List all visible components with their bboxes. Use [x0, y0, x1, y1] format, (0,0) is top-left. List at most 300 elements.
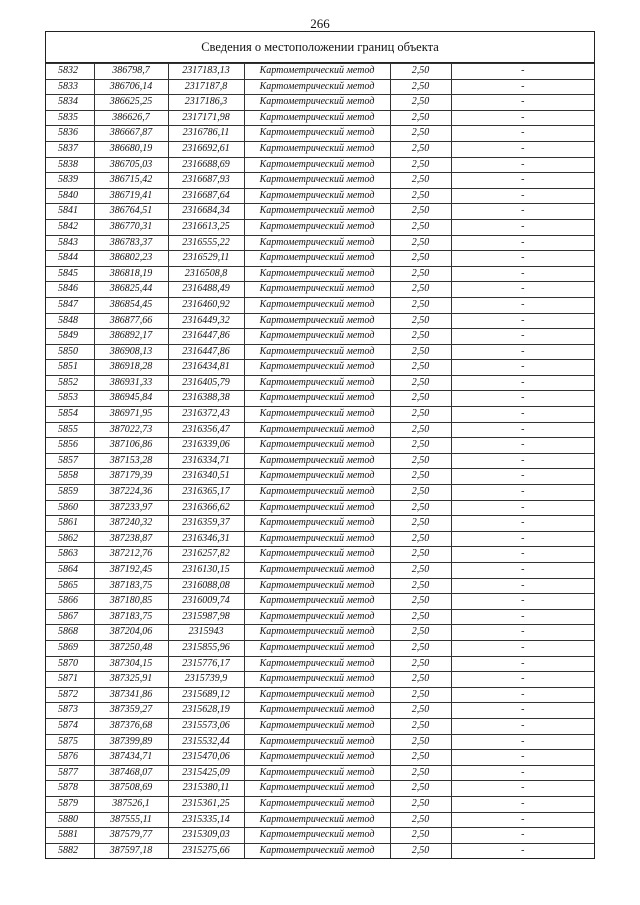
x-coordinate-cell: 387153,28: [94, 453, 168, 469]
extra-cell: -: [451, 765, 594, 781]
method-cell: Картометрический метод: [244, 329, 390, 345]
y-coordinate-cell: 2317171,98: [168, 110, 244, 126]
extra-cell: -: [451, 594, 594, 610]
y-coordinate-cell: 2316359,37: [168, 516, 244, 532]
point-number-cell: 5878: [46, 781, 94, 797]
point-number-cell: 5879: [46, 796, 94, 812]
method-cell: Картометрический метод: [244, 391, 390, 407]
y-coordinate-cell: 2316529,11: [168, 251, 244, 267]
table-row: [46, 656, 594, 672]
accuracy-cell: 2,50: [390, 453, 451, 469]
x-coordinate-cell: 386770,31: [94, 219, 168, 235]
y-coordinate-cell: 2316356,47: [168, 422, 244, 438]
table-row: [46, 640, 594, 656]
extra-cell: -: [451, 703, 594, 719]
table-row: [46, 157, 594, 173]
point-number-cell: 5873: [46, 703, 94, 719]
extra-cell: -: [451, 469, 594, 485]
table-row: [46, 173, 594, 189]
extra-cell: -: [451, 329, 594, 345]
point-number-cell: 5851: [46, 360, 94, 376]
method-cell: Картометрический метод: [244, 812, 390, 828]
x-coordinate-cell: 386667,87: [94, 126, 168, 142]
table-row: [46, 141, 594, 157]
table-row: [46, 843, 594, 858]
x-coordinate-cell: 386626,7: [94, 110, 168, 126]
x-coordinate-cell: 387434,71: [94, 750, 168, 766]
accuracy-cell: 2,50: [390, 173, 451, 189]
y-coordinate-cell: 2316130,15: [168, 563, 244, 579]
accuracy-cell: 2,50: [390, 282, 451, 298]
extra-cell: -: [451, 64, 594, 80]
point-number-cell: 5845: [46, 266, 94, 282]
extra-cell: -: [451, 500, 594, 516]
x-coordinate-cell: 386931,33: [94, 375, 168, 391]
method-cell: Картометрический метод: [244, 313, 390, 329]
accuracy-cell: 2,50: [390, 828, 451, 844]
accuracy-cell: 2,50: [390, 485, 451, 501]
x-coordinate-cell: 387183,75: [94, 609, 168, 625]
method-cell: Картометрический метод: [244, 282, 390, 298]
table-row: [46, 126, 594, 142]
extra-cell: -: [451, 282, 594, 298]
method-cell: Картометрический метод: [244, 469, 390, 485]
method-cell: Картометрический метод: [244, 828, 390, 844]
x-coordinate-cell: 386802,23: [94, 251, 168, 267]
x-coordinate-cell: 387180,85: [94, 594, 168, 610]
x-coordinate-cell: 386877,66: [94, 313, 168, 329]
table-row: [46, 828, 594, 844]
accuracy-cell: 2,50: [390, 204, 451, 220]
table-row: [46, 469, 594, 485]
table-row: [46, 64, 594, 80]
table-row: [46, 360, 594, 376]
x-coordinate-cell: 387325,91: [94, 672, 168, 688]
accuracy-cell: 2,50: [390, 734, 451, 750]
accuracy-cell: 2,50: [390, 796, 451, 812]
x-coordinate-cell: 386818,19: [94, 266, 168, 282]
method-cell: Картометрический метод: [244, 531, 390, 547]
method-cell: Картометрический метод: [244, 204, 390, 220]
extra-cell: -: [451, 812, 594, 828]
table-row: [46, 547, 594, 563]
point-number-cell: 5855: [46, 422, 94, 438]
y-coordinate-cell: 2315335,14: [168, 812, 244, 828]
point-number-cell: 5875: [46, 734, 94, 750]
point-number-cell: 5841: [46, 204, 94, 220]
x-coordinate-cell: 386971,95: [94, 407, 168, 423]
accuracy-cell: 2,50: [390, 625, 451, 641]
accuracy-cell: 2,50: [390, 141, 451, 157]
extra-cell: -: [451, 578, 594, 594]
accuracy-cell: 2,50: [390, 687, 451, 703]
method-cell: Картометрический метод: [244, 360, 390, 376]
extra-cell: -: [451, 656, 594, 672]
point-number-cell: 5844: [46, 251, 94, 267]
x-coordinate-cell: 387341,86: [94, 687, 168, 703]
y-coordinate-cell: 2316460,92: [168, 297, 244, 313]
table-row: [46, 594, 594, 610]
point-number-cell: 5861: [46, 516, 94, 532]
x-coordinate-cell: 386715,42: [94, 173, 168, 189]
x-coordinate-cell: 386918,28: [94, 360, 168, 376]
table-row: [46, 251, 594, 267]
y-coordinate-cell: 2316434,81: [168, 360, 244, 376]
y-coordinate-cell: 2317186,3: [168, 95, 244, 111]
method-cell: Картометрический метод: [244, 422, 390, 438]
extra-cell: -: [451, 360, 594, 376]
method-cell: Картометрический метод: [244, 219, 390, 235]
table-row: [46, 765, 594, 781]
table-row: [46, 781, 594, 797]
table-row: [46, 453, 594, 469]
accuracy-cell: 2,50: [390, 407, 451, 423]
method-cell: Картометрический метод: [244, 750, 390, 766]
table-row: [46, 438, 594, 454]
x-coordinate-cell: 387212,76: [94, 547, 168, 563]
y-coordinate-cell: 2315689,12: [168, 687, 244, 703]
y-coordinate-cell: 2316372,43: [168, 407, 244, 423]
method-cell: Картометрический метод: [244, 188, 390, 204]
x-coordinate-cell: 387526,1: [94, 796, 168, 812]
x-coordinate-cell: 387233,97: [94, 500, 168, 516]
x-coordinate-cell: 386825,44: [94, 282, 168, 298]
table-row: [46, 422, 594, 438]
y-coordinate-cell: 2316447,86: [168, 329, 244, 345]
x-coordinate-cell: 387179,39: [94, 469, 168, 485]
x-coordinate-cell: 386719,41: [94, 188, 168, 204]
method-cell: Картометрический метод: [244, 266, 390, 282]
method-cell: Картометрический метод: [244, 656, 390, 672]
point-number-cell: 5846: [46, 282, 94, 298]
method-cell: Картометрический метод: [244, 64, 390, 80]
point-number-cell: 5865: [46, 578, 94, 594]
y-coordinate-cell: 2316684,34: [168, 204, 244, 220]
accuracy-cell: 2,50: [390, 110, 451, 126]
table-row: [46, 718, 594, 734]
y-coordinate-cell: 2316687,64: [168, 188, 244, 204]
point-number-cell: 5874: [46, 718, 94, 734]
x-coordinate-cell: 387399,89: [94, 734, 168, 750]
point-number-cell: 5856: [46, 438, 94, 454]
point-number-cell: 5872: [46, 687, 94, 703]
y-coordinate-cell: 2316334,71: [168, 453, 244, 469]
x-coordinate-cell: 387376,68: [94, 718, 168, 734]
method-cell: Картометрический метод: [244, 407, 390, 423]
y-coordinate-cell: 2316488,49: [168, 282, 244, 298]
method-cell: Картометрический метод: [244, 375, 390, 391]
x-coordinate-cell: 387192,45: [94, 563, 168, 579]
x-coordinate-cell: 387579,77: [94, 828, 168, 844]
point-number-cell: 5862: [46, 531, 94, 547]
accuracy-cell: 2,50: [390, 812, 451, 828]
x-coordinate-cell: 387468,07: [94, 765, 168, 781]
accuracy-cell: 2,50: [390, 251, 451, 267]
extra-cell: -: [451, 407, 594, 423]
extra-cell: -: [451, 126, 594, 142]
accuracy-cell: 2,50: [390, 79, 451, 95]
extra-cell: -: [451, 687, 594, 703]
table-row: [46, 235, 594, 251]
extra-cell: -: [451, 173, 594, 189]
x-coordinate-cell: 387304,15: [94, 656, 168, 672]
point-number-cell: 5880: [46, 812, 94, 828]
y-coordinate-cell: 2316339,06: [168, 438, 244, 454]
table-title: Сведения о местоположении границ объекта: [46, 32, 594, 63]
method-cell: Картометрический метод: [244, 141, 390, 157]
point-number-cell: 5863: [46, 547, 94, 563]
extra-cell: -: [451, 531, 594, 547]
table-row: [46, 219, 594, 235]
y-coordinate-cell: 2316257,82: [168, 547, 244, 563]
y-coordinate-cell: 2315275,66: [168, 843, 244, 858]
accuracy-cell: 2,50: [390, 391, 451, 407]
point-number-cell: 5860: [46, 500, 94, 516]
y-coordinate-cell: 2316366,62: [168, 500, 244, 516]
extra-cell: -: [451, 141, 594, 157]
point-number-cell: 5834: [46, 95, 94, 111]
point-number-cell: 5871: [46, 672, 94, 688]
extra-cell: -: [451, 313, 594, 329]
y-coordinate-cell: 2316340,51: [168, 469, 244, 485]
accuracy-cell: 2,50: [390, 157, 451, 173]
accuracy-cell: 2,50: [390, 297, 451, 313]
method-cell: Картометрический метод: [244, 718, 390, 734]
y-coordinate-cell: 2316405,79: [168, 375, 244, 391]
y-coordinate-cell: 2316447,86: [168, 344, 244, 360]
page-number: 266: [310, 16, 330, 31]
method-cell: Картометрический метод: [244, 843, 390, 858]
point-number-cell: 5866: [46, 594, 94, 610]
x-coordinate-cell: 386783,37: [94, 235, 168, 251]
table-row: [46, 407, 594, 423]
point-number-cell: 5853: [46, 391, 94, 407]
table-row: [46, 485, 594, 501]
accuracy-cell: 2,50: [390, 531, 451, 547]
table-row: [46, 578, 594, 594]
accuracy-cell: 2,50: [390, 64, 451, 80]
accuracy-cell: 2,50: [390, 219, 451, 235]
point-number-cell: 5849: [46, 329, 94, 345]
x-coordinate-cell: 387183,75: [94, 578, 168, 594]
method-cell: Картометрический метод: [244, 235, 390, 251]
x-coordinate-cell: 386764,51: [94, 204, 168, 220]
method-cell: Картометрический метод: [244, 547, 390, 563]
x-coordinate-cell: 387240,32: [94, 516, 168, 532]
x-coordinate-cell: 386680,19: [94, 141, 168, 157]
x-coordinate-cell: 387106,86: [94, 438, 168, 454]
x-coordinate-cell: 386892,17: [94, 329, 168, 345]
accuracy-cell: 2,50: [390, 547, 451, 563]
point-number-cell: 5877: [46, 765, 94, 781]
x-coordinate-cell: 387597,18: [94, 843, 168, 858]
table-row: [46, 329, 594, 345]
y-coordinate-cell: 2316088,08: [168, 578, 244, 594]
point-number-cell: 5859: [46, 485, 94, 501]
extra-cell: -: [451, 672, 594, 688]
y-coordinate-cell: 2315739,9: [168, 672, 244, 688]
extra-cell: -: [451, 438, 594, 454]
extra-cell: -: [451, 95, 594, 111]
method-cell: Картометрический метод: [244, 126, 390, 142]
extra-cell: -: [451, 828, 594, 844]
y-coordinate-cell: 2316346,31: [168, 531, 244, 547]
extra-cell: -: [451, 547, 594, 563]
extra-cell: -: [451, 625, 594, 641]
accuracy-cell: 2,50: [390, 188, 451, 204]
y-coordinate-cell: 2316009,74: [168, 594, 244, 610]
point-number-cell: 5847: [46, 297, 94, 313]
x-coordinate-cell: 386705,03: [94, 157, 168, 173]
extra-cell: -: [451, 157, 594, 173]
method-cell: Картометрический метод: [244, 781, 390, 797]
point-number-cell: 5838: [46, 157, 94, 173]
accuracy-cell: 2,50: [390, 469, 451, 485]
table-row: [46, 266, 594, 282]
accuracy-cell: 2,50: [390, 672, 451, 688]
extra-cell: -: [451, 453, 594, 469]
table-row: [46, 812, 594, 828]
table-row: [46, 313, 594, 329]
extra-cell: -: [451, 344, 594, 360]
y-coordinate-cell: 2317183,13: [168, 64, 244, 80]
accuracy-cell: 2,50: [390, 329, 451, 345]
accuracy-cell: 2,50: [390, 781, 451, 797]
point-number-cell: 5835: [46, 110, 94, 126]
extra-cell: -: [451, 718, 594, 734]
y-coordinate-cell: 2315380,11: [168, 781, 244, 797]
method-cell: Картометрический метод: [244, 297, 390, 313]
y-coordinate-cell: 2316555,22: [168, 235, 244, 251]
y-coordinate-cell: 2316613,25: [168, 219, 244, 235]
point-number-cell: 5837: [46, 141, 94, 157]
extra-cell: -: [451, 266, 594, 282]
extra-cell: -: [451, 843, 594, 858]
method-cell: Картометрический метод: [244, 594, 390, 610]
extra-cell: -: [451, 188, 594, 204]
accuracy-cell: 2,50: [390, 360, 451, 376]
y-coordinate-cell: 2316688,69: [168, 157, 244, 173]
point-number-cell: 5857: [46, 453, 94, 469]
y-coordinate-cell: 2315425,09: [168, 765, 244, 781]
table-row: [46, 734, 594, 750]
y-coordinate-cell: 2315532,44: [168, 734, 244, 750]
method-cell: Картометрический метод: [244, 734, 390, 750]
accuracy-cell: 2,50: [390, 95, 451, 111]
y-coordinate-cell: 2315309,03: [168, 828, 244, 844]
x-coordinate-cell: 387555,11: [94, 812, 168, 828]
point-number-cell: 5840: [46, 188, 94, 204]
table-row: [46, 79, 594, 95]
accuracy-cell: 2,50: [390, 578, 451, 594]
x-coordinate-cell: 387250,48: [94, 640, 168, 656]
y-coordinate-cell: 2316365,17: [168, 485, 244, 501]
x-coordinate-cell: 386945,84: [94, 391, 168, 407]
extra-cell: -: [451, 609, 594, 625]
table-row: [46, 500, 594, 516]
extra-cell: -: [451, 110, 594, 126]
accuracy-cell: 2,50: [390, 438, 451, 454]
y-coordinate-cell: 2315628,19: [168, 703, 244, 719]
y-coordinate-cell: 2316508,8: [168, 266, 244, 282]
table-row: [46, 95, 594, 111]
y-coordinate-cell: 2316786,11: [168, 126, 244, 142]
point-number-cell: 5864: [46, 563, 94, 579]
method-cell: Картометрический метод: [244, 79, 390, 95]
y-coordinate-cell: 2316449,32: [168, 313, 244, 329]
accuracy-cell: 2,50: [390, 313, 451, 329]
table-row: [46, 188, 594, 204]
method-cell: Картометрический метод: [244, 625, 390, 641]
table-row: [46, 375, 594, 391]
coordinates-table: [46, 63, 594, 858]
extra-cell: -: [451, 563, 594, 579]
extra-cell: -: [451, 235, 594, 251]
accuracy-cell: 2,50: [390, 640, 451, 656]
y-coordinate-cell: 2316692,61: [168, 141, 244, 157]
method-cell: Картометрический метод: [244, 344, 390, 360]
x-coordinate-cell: 387508,69: [94, 781, 168, 797]
table-row: [46, 344, 594, 360]
table-row: [46, 609, 594, 625]
table-row: [46, 531, 594, 547]
extra-cell: -: [451, 297, 594, 313]
point-number-cell: 5868: [46, 625, 94, 641]
method-cell: Картометрический метод: [244, 485, 390, 501]
point-number-cell: 5833: [46, 79, 94, 95]
table-row: [46, 282, 594, 298]
method-cell: Картометрический метод: [244, 95, 390, 111]
x-coordinate-cell: 387224,36: [94, 485, 168, 501]
point-number-cell: 5881: [46, 828, 94, 844]
method-cell: Картометрический метод: [244, 609, 390, 625]
accuracy-cell: 2,50: [390, 765, 451, 781]
extra-cell: -: [451, 796, 594, 812]
table-row: [46, 750, 594, 766]
extra-cell: -: [451, 516, 594, 532]
point-number-cell: 5870: [46, 656, 94, 672]
method-cell: Картометрический метод: [244, 157, 390, 173]
table-row: [46, 796, 594, 812]
method-cell: Картометрический метод: [244, 765, 390, 781]
accuracy-cell: 2,50: [390, 500, 451, 516]
extra-cell: -: [451, 734, 594, 750]
point-number-cell: 5843: [46, 235, 94, 251]
accuracy-cell: 2,50: [390, 422, 451, 438]
table-row: [46, 563, 594, 579]
extra-cell: -: [451, 251, 594, 267]
method-cell: Картометрический метод: [244, 578, 390, 594]
accuracy-cell: 2,50: [390, 344, 451, 360]
table-body: [46, 64, 594, 859]
extra-cell: -: [451, 204, 594, 220]
point-number-cell: 5850: [46, 344, 94, 360]
x-coordinate-cell: 386706,14: [94, 79, 168, 95]
boundary-table-frame: [45, 31, 595, 859]
method-cell: Картометрический метод: [244, 251, 390, 267]
method-cell: Картометрический метод: [244, 672, 390, 688]
point-number-cell: 5848: [46, 313, 94, 329]
y-coordinate-cell: 2317187,8: [168, 79, 244, 95]
method-cell: Картометрический метод: [244, 687, 390, 703]
y-coordinate-cell: 2315573,06: [168, 718, 244, 734]
extra-cell: -: [451, 375, 594, 391]
accuracy-cell: 2,50: [390, 375, 451, 391]
table-row: [46, 625, 594, 641]
point-number-cell: 5867: [46, 609, 94, 625]
method-cell: Картометрический метод: [244, 640, 390, 656]
table-row: [46, 703, 594, 719]
